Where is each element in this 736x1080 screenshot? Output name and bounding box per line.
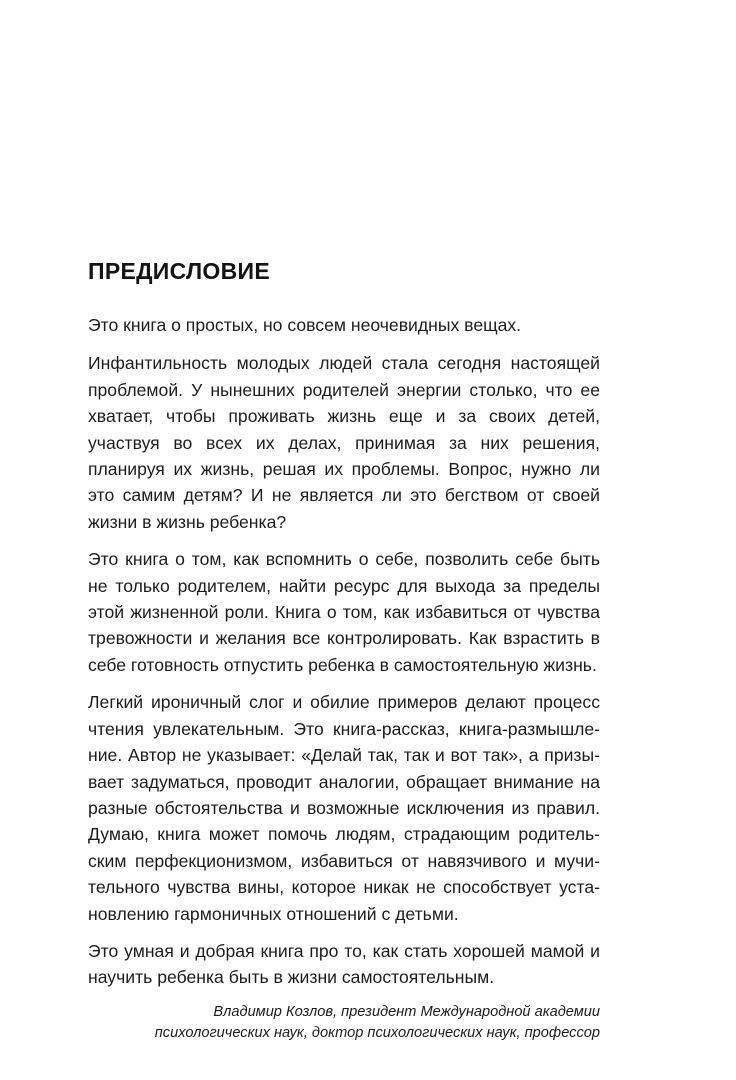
preface-page xyxy=(88,256,600,1044)
paragraph-style: Легкий ироничный слог и обилие примеров делают процесс чтения увлекательным. Это книга-рассказ, книга-размышление. Автор не указывает: «Делай так, так и вот так», а призывает задуматься, проводит аналогии, обращает внимание на разные обстоятельства и возможные исключения из правил. Думаю, книга может помочь людям, страдающим родительским перфекционизмом, избавиться от навязчивого и мучительного чувства вины, которое никак не способствует установлению гармоничных отношений с детьми. xyxy=(88,692,600,924)
paragraph-intro: Это книга о простых, но совсем неочевидных вещах. xyxy=(88,315,522,335)
paragraph-conclusion: Это умная и добрая книга про то, как стать хорошей мамой и научить ребенка быть в жизни самостоятельным. xyxy=(88,940,600,988)
signature-line: психологических наук, доктор психологических наук, профессор xyxy=(154,1024,600,1041)
page-title: ПРЕДИСЛОВИЕ xyxy=(88,258,270,284)
author-signature xyxy=(88,1002,600,1044)
paragraph-self-remember: Это книга о том, как вспомнить о себе, позволить себе быть не только родителем, найти ресурс для выхода за пределы этой жизненной роли. Книга о том, как избавиться от чувства тревожности и желания все контролировать. Как взрастить в себе готовность отпустить ребенка в самостоятельную жизнь. xyxy=(88,549,600,675)
paragraph-infantilism: Инфантильность молодых людей стала сегодня настоящей проблемой. У нынешних родителей энергии столько, что ее хватает, чтобы проживать жизнь еще и за своих детей, участвуя во всех их делах, принимая за них решения, планируя их жизнь, решая их проблемы. Вопрос, нужно ли это самим детям? И не является ли это бегством от своей жизни в жизнь ребенка? xyxy=(88,353,600,532)
signature-line: Владимир Козлов, президент Международной академии xyxy=(213,1003,600,1020)
